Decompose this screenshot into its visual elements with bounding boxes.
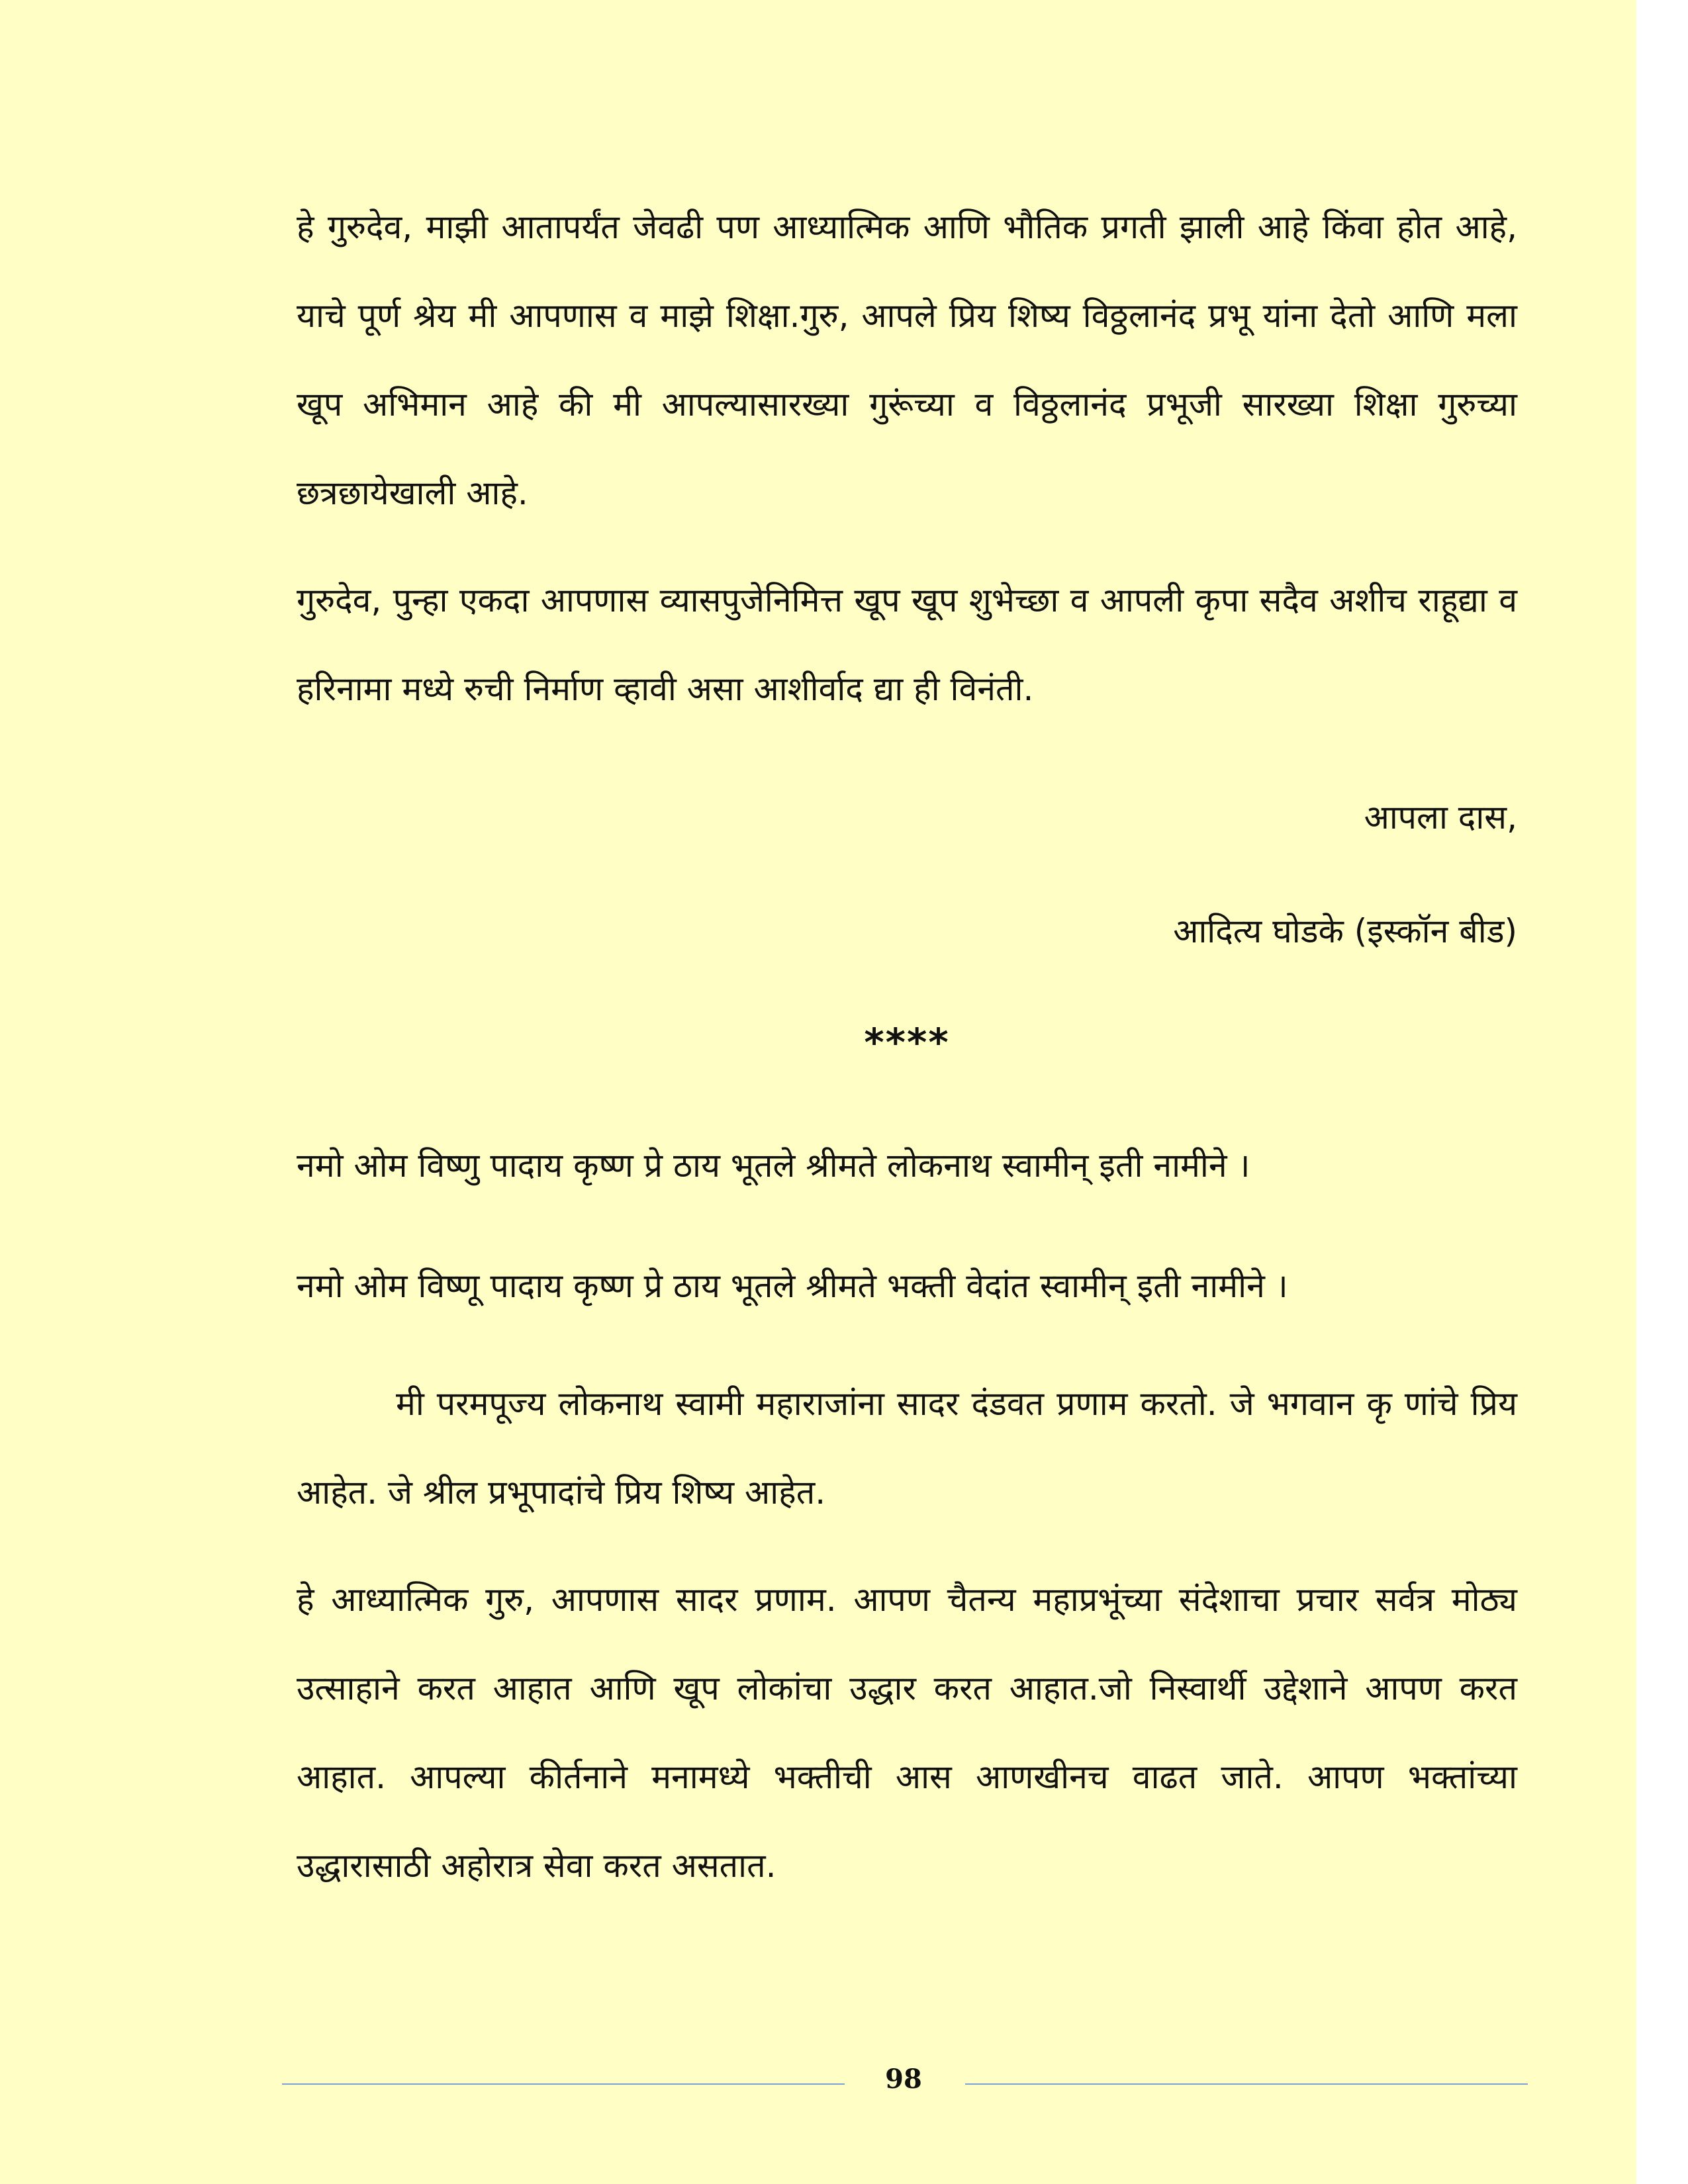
section-separator: **** — [864, 1020, 950, 1065]
letter-1-signature: आदित्य घोडके (इस्कॉन बीड) — [1173, 912, 1517, 950]
letter-2-body — [297, 1121, 1517, 1910]
letter-1-paragraph-1: हे गुरुदेव, माझी आतापर्यंत जेवढी पण आध्यात्मिक आणि भौतिक प्रगती झाली आहे किंवा होत आहे, याचे पूर्ण श्रेय मी आपणास व माझे शिक्षा.गुरु, आपले प्रिय शिष्य विठ्ठलानंद प्रभू यांना देतो आणि मला खूप अभिमान आहे की मी आपल्यासारख्या गुरूंच्या व विठ्ठलानंद प्रभूजी सारख्या शिक्षा गुरुच्या छत्रछायेखाली आहे. — [297, 208, 1517, 512]
footer-rule-left — [282, 2083, 845, 2085]
letter-1-signoff: आपला दास, — [1364, 798, 1517, 837]
letter-2-paragraph-1: मी परमपूज्य लोकनाथ स्वामी महाराजांना सादर दंडवत प्रणाम करतो. जे भगवान कृ णांचे प्रिय आहेत. जे श्रील प्रभूपादांचे प्रिय शिष्य आहेत. — [297, 1385, 1517, 1512]
page-number: 98 — [885, 2064, 922, 2095]
letter-1-paragraph-2: गुरुदेव, पुन्हा एकदा आपणास व्यासपुजेनिमित्त खूप खूप शुभेच्छा व आपली कृपा सदैव अशीच राहूद्या व हरिनामा मध्ये रुची निर्माण व्हावी असा आशीर्वाद द्या ही विनंती. — [297, 581, 1517, 708]
letter-1-body — [297, 183, 1517, 733]
invocation-line-2: नमो ओम विष्णू पादाय कृष्ण प्रे ठाय भूतले श्रीमते भक्ती वेदांत स्वामीन् इती नामीने । — [297, 1267, 1288, 1305]
letter-2-paragraph-2: हे आध्यात्मिक गुरु, आपणास सादर प्रणाम. आपण चैतन्य महाप्रभूंच्या संदेशाचा प्रचार सर्वत्र मोठ्य उत्साहाने करत आहात आणि खूप लोकांचा उद्धार करत आहात.जो निस्वार्थी उद्देशाने आपण करत आहात. आपल्या कीर्तनाने मनामध्ये भक्तीची आस आणखीनच वाढत जाते. आपण भक्तांच्या उद्धारासाठी अहोरात्र सेवा करत असतात. — [297, 1580, 1517, 1885]
footer-rule-right — [965, 2083, 1528, 2085]
invocation-line-1: नमो ओम विष्णु पादाय कृष्ण प्रे ठाय भूतले श्रीमते लोकनाथ स्वामीन् इती नामीने । — [297, 1146, 1250, 1185]
